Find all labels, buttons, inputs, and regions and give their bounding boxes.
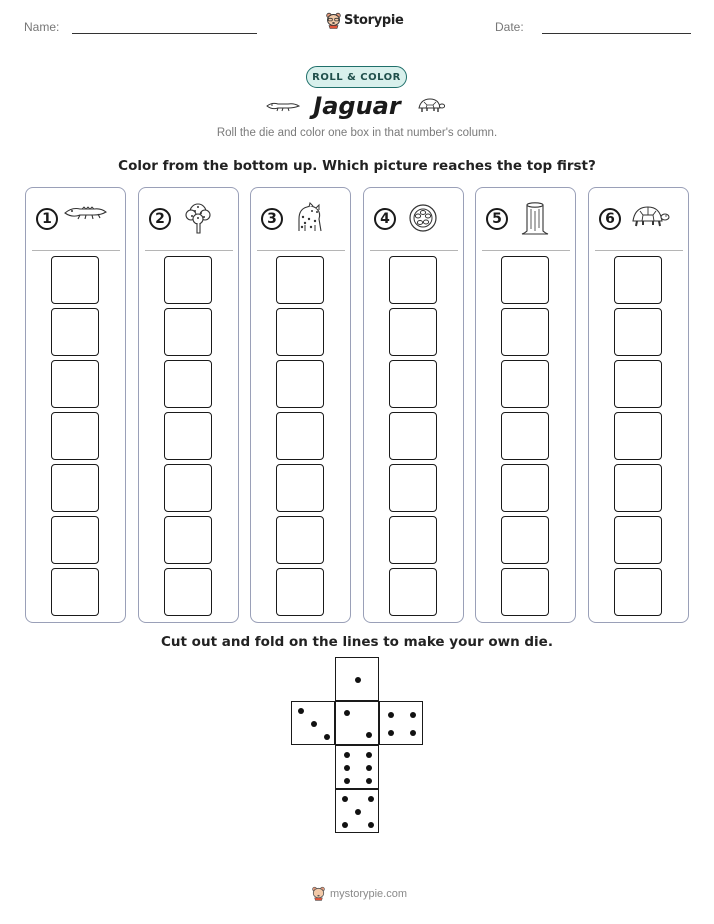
die-pip — [410, 730, 416, 736]
column-header — [486, 202, 568, 236]
color-box[interactable] — [389, 308, 437, 356]
die-pip — [298, 708, 304, 714]
column-divider — [32, 250, 120, 251]
die-pip — [366, 778, 372, 784]
column-6 — [588, 187, 689, 623]
color-box[interactable] — [51, 568, 99, 616]
column-5 — [475, 187, 576, 623]
color-box[interactable] — [51, 516, 99, 564]
column-divider — [482, 250, 570, 251]
color-box[interactable] — [389, 412, 437, 460]
name-label: Name: — [24, 20, 60, 34]
color-box[interactable] — [501, 464, 549, 512]
die-instruction: Cut out and fold on the lines to make your own die. — [161, 634, 553, 650]
die-pip — [388, 712, 394, 718]
die-face-3 — [291, 701, 335, 745]
die-pip — [344, 710, 350, 716]
column-divider — [595, 250, 683, 251]
color-box[interactable] — [389, 568, 437, 616]
column-4 — [363, 187, 464, 623]
color-box[interactable] — [501, 308, 549, 356]
color-box[interactable] — [501, 516, 549, 564]
date-line[interactable] — [542, 33, 691, 34]
subtitle: Roll the die and color one box in that number's column. — [216, 127, 498, 139]
color-box[interactable] — [389, 516, 437, 564]
column-number: 4 — [374, 208, 396, 230]
die-pip — [368, 822, 374, 828]
column-header — [599, 202, 681, 236]
color-box[interactable] — [614, 308, 662, 356]
turtle-icon — [627, 201, 671, 237]
color-box[interactable] — [51, 360, 99, 408]
die-face-1 — [335, 701, 379, 745]
column-2 — [138, 187, 239, 623]
color-box[interactable] — [614, 256, 662, 304]
die-pip — [342, 822, 348, 828]
die-pip — [366, 752, 372, 758]
die-pip — [344, 778, 350, 784]
color-box[interactable] — [164, 360, 212, 408]
crocodile-icon — [266, 99, 300, 113]
color-box[interactable] — [51, 464, 99, 512]
die-face-1 — [335, 657, 379, 701]
column-divider — [257, 250, 345, 251]
color-box[interactable] — [276, 516, 324, 564]
footer-url: mystorypie.com — [330, 887, 408, 900]
color-box[interactable] — [51, 256, 99, 304]
brand-name: Storypie — [344, 13, 404, 28]
column-number: 5 — [486, 208, 508, 230]
die-pip — [311, 721, 317, 727]
color-box[interactable] — [276, 256, 324, 304]
column-header — [261, 202, 343, 236]
die-pip — [410, 712, 416, 718]
brand-logo — [326, 12, 404, 29]
die-pip — [355, 677, 361, 683]
column-number: 3 — [261, 208, 283, 230]
jaguar-icon — [289, 201, 333, 237]
die-pip — [342, 796, 348, 802]
turtle-icon — [415, 97, 445, 115]
color-box[interactable] — [389, 360, 437, 408]
tree-icon — [177, 201, 221, 237]
die-pip — [366, 732, 372, 738]
color-box[interactable] — [614, 516, 662, 564]
color-box[interactable] — [501, 360, 549, 408]
die-face-6 — [335, 745, 379, 789]
nest-icon — [402, 201, 446, 237]
column-header — [374, 202, 456, 236]
color-box[interactable] — [276, 308, 324, 356]
column-number: 2 — [149, 208, 171, 230]
page-title: Jaguar — [313, 92, 401, 120]
color-box[interactable] — [501, 568, 549, 616]
die-pip — [368, 796, 374, 802]
color-box[interactable] — [276, 412, 324, 460]
color-box[interactable] — [501, 412, 549, 460]
column-number: 6 — [599, 208, 621, 230]
date-label: Date: — [495, 20, 524, 34]
color-box[interactable] — [614, 412, 662, 460]
color-box[interactable] — [389, 256, 437, 304]
color-box[interactable] — [164, 256, 212, 304]
color-box[interactable] — [276, 568, 324, 616]
die-pip — [355, 809, 361, 815]
color-box[interactable] — [51, 308, 99, 356]
activity-badge: ROLL & COLOR — [306, 66, 407, 88]
die-pip — [324, 734, 330, 740]
color-box[interactable] — [164, 516, 212, 564]
color-box[interactable] — [164, 464, 212, 512]
color-box[interactable] — [164, 308, 212, 356]
column-3 — [250, 187, 351, 623]
color-box[interactable] — [164, 412, 212, 460]
column-number: 1 — [36, 208, 58, 230]
color-box[interactable] — [389, 464, 437, 512]
color-box[interactable] — [614, 360, 662, 408]
color-box[interactable] — [501, 256, 549, 304]
die-pip — [344, 765, 350, 771]
color-box[interactable] — [164, 568, 212, 616]
column-header — [36, 202, 118, 236]
tree-stump-icon — [514, 201, 558, 237]
color-box[interactable] — [51, 412, 99, 460]
color-box[interactable] — [614, 568, 662, 616]
bear-mascot-icon — [326, 12, 341, 29]
die-face-4 — [379, 701, 423, 745]
die-pip — [388, 730, 394, 736]
die-pip — [344, 752, 350, 758]
color-box[interactable] — [614, 464, 662, 512]
name-line[interactable] — [72, 33, 257, 34]
column-header — [149, 202, 231, 236]
crocodile-icon — [64, 201, 108, 237]
die-face-5 — [335, 789, 379, 833]
color-box[interactable] — [276, 360, 324, 408]
die-pip — [366, 765, 372, 771]
column-1 — [25, 187, 126, 623]
column-divider — [145, 250, 233, 251]
instruction-text: Color from the bottom up. Which picture reaches the top first? — [118, 158, 596, 174]
column-divider — [370, 250, 458, 251]
bear-mascot-icon — [312, 886, 325, 901]
color-box[interactable] — [276, 464, 324, 512]
footer — [312, 886, 407, 901]
